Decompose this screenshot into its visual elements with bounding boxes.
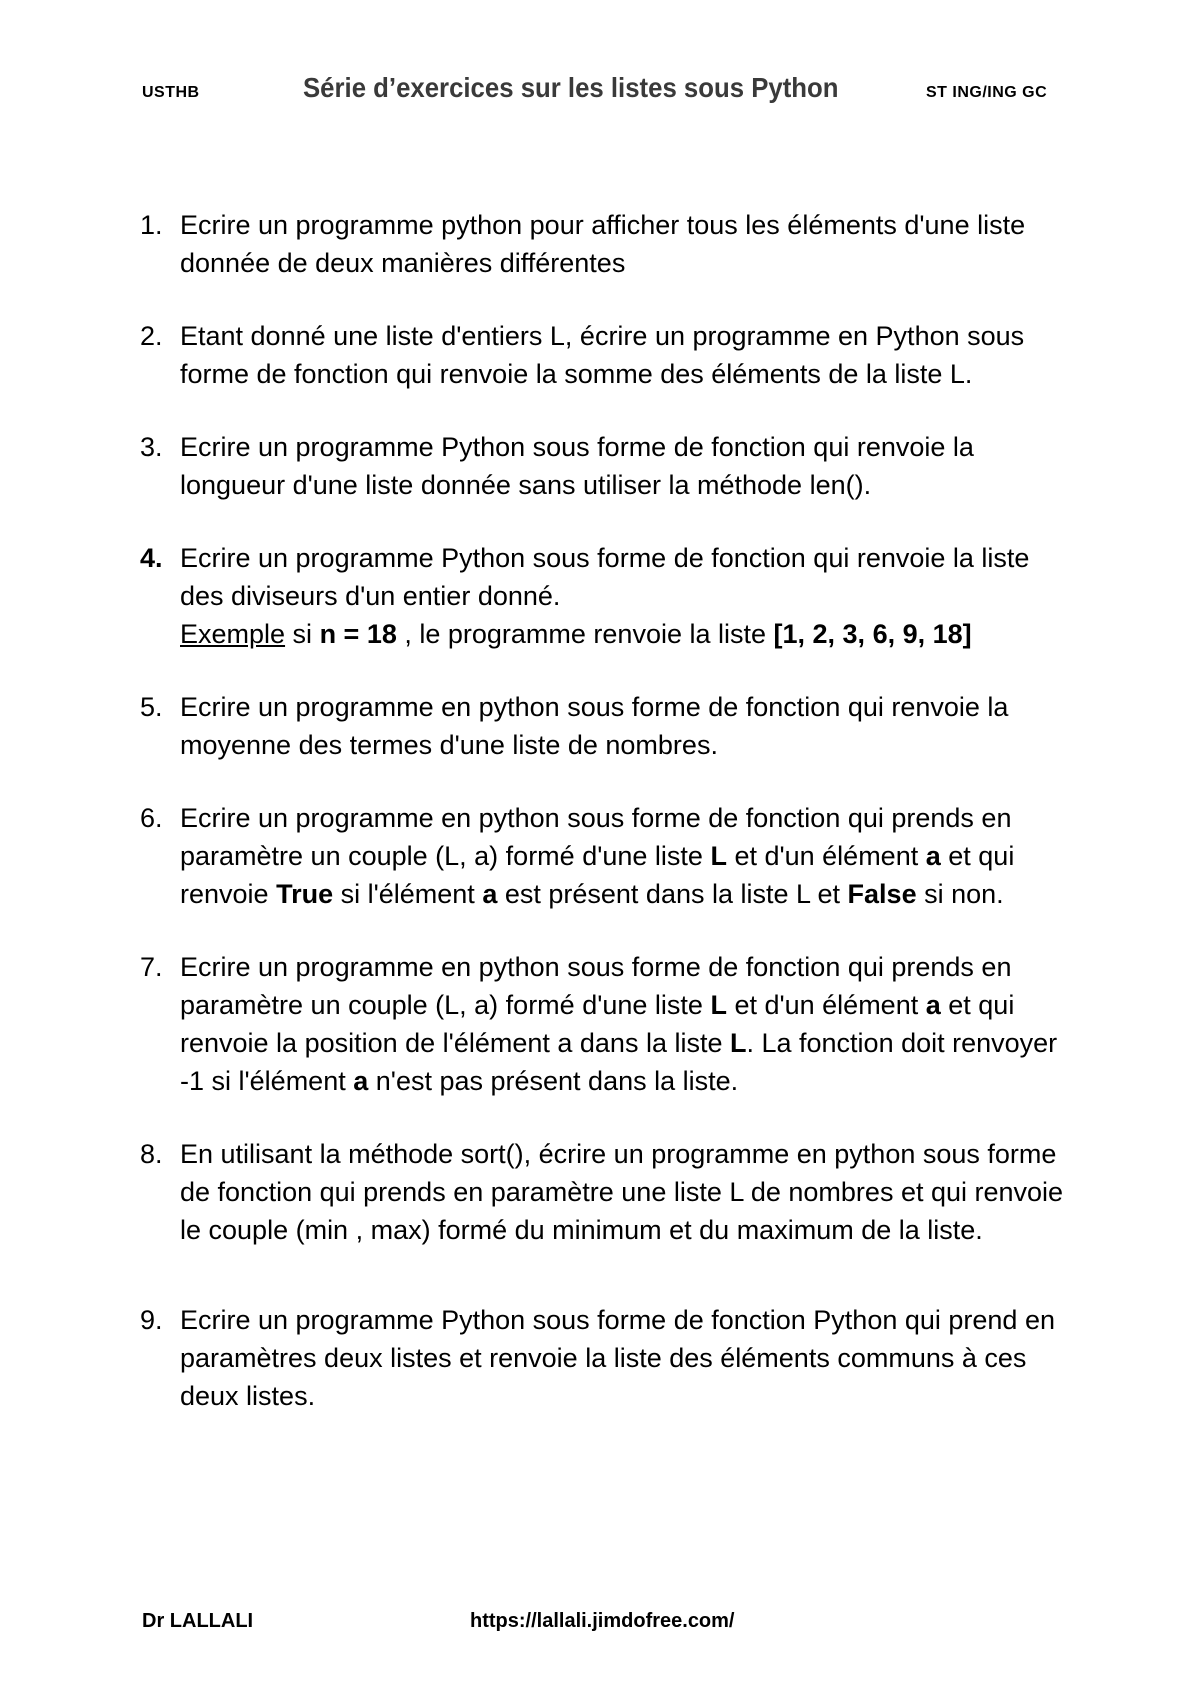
bold-run: a [925, 990, 941, 1020]
bold-run: L [729, 1028, 747, 1058]
exercise-text-line: Ecrire un programme en python sous forme de fonction qui prends en [180, 952, 1012, 982]
exercise-text-line: En utilisant la méthode sort(), écrire un programme en python sous forme [180, 1139, 1057, 1169]
text-run: . La fonction doit renvoyer [746, 1028, 1058, 1058]
footer-website-link[interactable]: https://lallali.jimdofree.com/ [470, 1610, 735, 1632]
bold-run: False [847, 879, 917, 909]
exercise-text-line: Ecrire un programme en python sous forme de fonction qui prends en [180, 803, 1012, 833]
bold-run: L [710, 990, 727, 1020]
header-course: ST ING/ING GC [926, 84, 1048, 101]
exercise-text-line: le couple (min , max) formé du minimum et du maximum de la liste. [180, 1215, 983, 1245]
exercise-8 [140, 1135, 1080, 1249]
exercise-number: 6. [140, 803, 163, 833]
example-output: [1, 2, 3, 6, 9, 18] [773, 619, 972, 649]
exercise-1 [140, 206, 1080, 282]
exercise-text-line [180, 1024, 1080, 1062]
exercise-text-line: Ecrire un programme en python sous forme de fonction qui renvoie la [180, 692, 1009, 722]
example-input: n = 18 [319, 619, 397, 649]
text-run: si non. [916, 879, 1004, 909]
exercise-5 [140, 688, 1080, 764]
exercise-number: 3. [140, 432, 163, 462]
bold-run: a [925, 841, 941, 871]
exercise-text-line: longueur d'une liste donnée sans utiliser la méthode len(). [180, 470, 872, 500]
bold-run: a [482, 879, 498, 909]
exercise-number: 9. [140, 1305, 163, 1335]
exercise-list [140, 206, 1080, 1415]
text-run: si l'élément [333, 879, 483, 909]
footer-author: Dr LALLALI [142, 1610, 254, 1632]
exercise-number: 1. [140, 210, 163, 240]
exercise-2 [140, 317, 1080, 393]
exercise-3 [140, 428, 1080, 504]
example-label: Exemple [180, 619, 286, 649]
text-run: renvoie la position de l'élément a dans la liste [180, 1028, 730, 1058]
page-header [0, 70, 1200, 114]
exercise-number: 8. [140, 1139, 163, 1169]
exercise-text-line: de fonction qui prends en paramètre une liste L de nombres et qui renvoie [180, 1177, 1064, 1207]
text-run: et d'un élément [726, 841, 926, 871]
bold-run: L [710, 841, 727, 871]
text-run: renvoie [180, 879, 277, 909]
text-run: -1 si l'élément [180, 1066, 354, 1096]
page-title: Série d’exercices sur les listes sous Python [303, 72, 839, 103]
exercise-text-line [180, 986, 1080, 1024]
exercise-text-line [180, 1062, 1080, 1100]
exercise-text-line: moyenne des termes d'une liste de nombres. [180, 730, 718, 760]
exercise-text-line: paramètres deux listes et renvoie la liste des éléments communs à ces [180, 1343, 1027, 1373]
exercise-text-line: Ecrire un programme Python sous forme de fonction Python qui prend en [180, 1305, 1055, 1335]
exercise-text-line [180, 875, 1080, 913]
exercise-text-line: Ecrire un programme python pour afficher tous les éléments d'une liste [180, 210, 1026, 240]
exercise-number: 2. [140, 321, 163, 351]
exercise-number: 7. [140, 952, 163, 982]
example-text: , le programme renvoie la liste [396, 619, 774, 649]
exercise-text-line: forme de fonction qui renvoie la somme des éléments de la liste L. [180, 359, 973, 389]
text-run: paramètre un couple (L, a) formé d'une liste [180, 841, 711, 871]
exercise-9 [140, 1301, 1080, 1415]
text-run: n'est pas présent dans la liste. [368, 1066, 739, 1096]
exercise-number: 5. [140, 692, 163, 722]
bold-run: True [276, 879, 334, 909]
text-run: paramètre un couple (L, a) formé d'une liste [180, 990, 711, 1020]
exercise-7 [140, 948, 1080, 1100]
exercise-text-line: Etant donné une liste d'entiers L, écrire un programme en Python sous [180, 321, 1025, 351]
example-line [180, 615, 1080, 653]
text-run: et d'un élément [726, 990, 926, 1020]
text-run: est présent dans la liste L et [497, 879, 848, 909]
bold-run: a [353, 1066, 369, 1096]
exercise-text-line [180, 837, 1080, 875]
example-text: si [285, 619, 320, 649]
exercise-text-line: Ecrire un programme Python sous forme de fonction qui renvoie la [180, 432, 974, 462]
header-institution: USTHB [142, 84, 200, 101]
exercise-text-line: donnée de deux manières différentes [180, 248, 626, 278]
exercise-text-line: deux listes. [180, 1381, 316, 1411]
exercise-4 [140, 539, 1080, 653]
exercise-number: 4. [140, 543, 163, 573]
exercise-text-line: Ecrire un programme Python sous forme de fonction qui renvoie la liste [180, 543, 1030, 573]
exercise-text-line: des diviseurs d'un entier donné. [180, 581, 561, 611]
exercise-6 [140, 799, 1080, 913]
text-run: et qui [940, 841, 1015, 871]
text-run: et qui [940, 990, 1015, 1020]
